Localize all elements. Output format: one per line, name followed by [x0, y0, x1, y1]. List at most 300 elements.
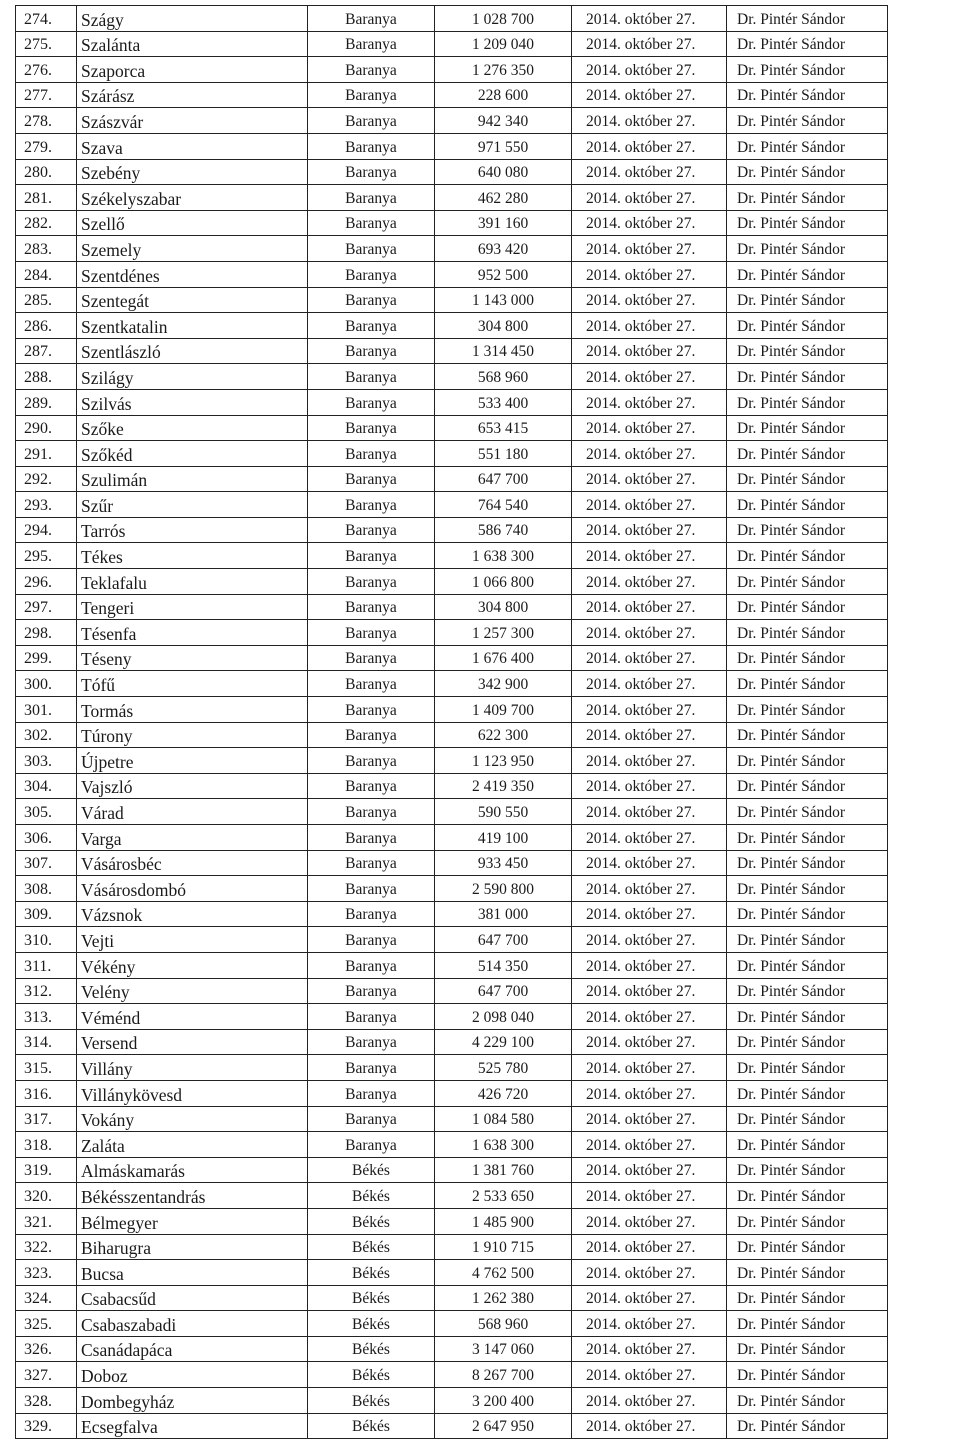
date-cell: 2014. október 27.: [572, 1183, 727, 1209]
county-cell: Baranya: [308, 825, 435, 851]
table-row: [16, 133, 888, 159]
amount-cell: 4 762 500: [435, 1260, 572, 1286]
table-row: [16, 492, 888, 518]
date-cell: 2014. október 27.: [572, 1157, 727, 1183]
settlement-name-cell: Várad: [77, 799, 308, 825]
date-cell: 2014. október 27.: [572, 1260, 727, 1286]
date-cell: 2014. október 27.: [572, 1080, 727, 1106]
row-number-cell: 313.: [16, 1004, 77, 1030]
row-number-cell: 329.: [16, 1413, 77, 1439]
row-number-cell: 299.: [16, 645, 77, 671]
row-number-cell: 327.: [16, 1362, 77, 1388]
table-row: [16, 1413, 888, 1439]
county-cell: Baranya: [308, 364, 435, 390]
date-cell: 2014. október 27.: [572, 1029, 727, 1055]
signatory-cell: Dr. Pintér Sándor: [727, 159, 888, 185]
date-cell: 2014. október 27.: [572, 82, 727, 108]
signatory-cell: Dr. Pintér Sándor: [727, 441, 888, 467]
settlement-name-cell: Szilágy: [77, 364, 308, 390]
amount-cell: 2 590 800: [435, 876, 572, 902]
table-row: [16, 1362, 888, 1388]
settlement-name-cell: Téseny: [77, 645, 308, 671]
amount-cell: 462 280: [435, 185, 572, 211]
settlement-name-cell: Teklafalu: [77, 569, 308, 595]
row-number-cell: 302.: [16, 722, 77, 748]
county-cell: Békés: [308, 1260, 435, 1286]
county-cell: Baranya: [308, 466, 435, 492]
date-cell: 2014. október 27.: [572, 1336, 727, 1362]
table-row: [16, 978, 888, 1004]
county-cell: Baranya: [308, 569, 435, 595]
settlement-name-cell: Szilvás: [77, 389, 308, 415]
amount-cell: 1 276 350: [435, 57, 572, 83]
county-cell: Békés: [308, 1362, 435, 1388]
row-number-cell: 275.: [16, 31, 77, 57]
amount-cell: 3 200 400: [435, 1388, 572, 1414]
county-cell: Baranya: [308, 415, 435, 441]
signatory-cell: Dr. Pintér Sándor: [727, 133, 888, 159]
row-number-cell: 283.: [16, 236, 77, 262]
table-row: [16, 82, 888, 108]
signatory-cell: Dr. Pintér Sándor: [727, 850, 888, 876]
signatory-cell: Dr. Pintér Sándor: [727, 466, 888, 492]
amount-cell: 653 415: [435, 415, 572, 441]
settlement-name-cell: Tarrós: [77, 517, 308, 543]
table-row: [16, 389, 888, 415]
amount-cell: 586 740: [435, 517, 572, 543]
county-cell: Baranya: [308, 748, 435, 774]
amount-cell: 2 533 650: [435, 1183, 572, 1209]
settlement-name-cell: Szászvár: [77, 108, 308, 134]
amount-cell: 647 700: [435, 978, 572, 1004]
settlement-name-cell: Szágy: [77, 6, 308, 32]
row-number-cell: 308.: [16, 876, 77, 902]
county-cell: Baranya: [308, 1029, 435, 1055]
county-cell: Békés: [308, 1285, 435, 1311]
row-number-cell: 324.: [16, 1285, 77, 1311]
amount-cell: 3 147 060: [435, 1336, 572, 1362]
signatory-cell: Dr. Pintér Sándor: [727, 210, 888, 236]
table-row: [16, 1285, 888, 1311]
date-cell: 2014. október 27.: [572, 773, 727, 799]
county-cell: Baranya: [308, 159, 435, 185]
table-row: [16, 748, 888, 774]
date-cell: 2014. október 27.: [572, 185, 727, 211]
date-cell: 2014. október 27.: [572, 159, 727, 185]
county-cell: Békés: [308, 1208, 435, 1234]
settlement-name-cell: Biharugra: [77, 1234, 308, 1260]
signatory-cell: Dr. Pintér Sándor: [727, 1208, 888, 1234]
amount-cell: 304 800: [435, 313, 572, 339]
county-cell: Baranya: [308, 1055, 435, 1081]
settlement-name-cell: Velény: [77, 978, 308, 1004]
row-number-cell: 279.: [16, 133, 77, 159]
date-cell: 2014. október 27.: [572, 671, 727, 697]
amount-cell: 228 600: [435, 82, 572, 108]
amount-cell: 1 262 380: [435, 1285, 572, 1311]
settlement-name-cell: Tengeri: [77, 594, 308, 620]
signatory-cell: Dr. Pintér Sándor: [727, 901, 888, 927]
date-cell: 2014. október 27.: [572, 6, 727, 32]
settlement-name-cell: Vokány: [77, 1106, 308, 1132]
settlement-name-cell: Csabaszabadi: [77, 1311, 308, 1337]
date-cell: 2014. október 27.: [572, 569, 727, 595]
date-cell: 2014. október 27.: [572, 722, 727, 748]
row-number-cell: 293.: [16, 492, 77, 518]
table-row: [16, 1004, 888, 1030]
row-number-cell: 287.: [16, 338, 77, 364]
settlement-name-cell: Versend: [77, 1029, 308, 1055]
settlement-name-cell: Vékény: [77, 952, 308, 978]
amount-cell: 1 910 715: [435, 1234, 572, 1260]
amount-cell: 1 123 950: [435, 748, 572, 774]
signatory-cell: Dr. Pintér Sándor: [727, 287, 888, 313]
row-number-cell: 319.: [16, 1157, 77, 1183]
county-cell: Baranya: [308, 799, 435, 825]
signatory-cell: Dr. Pintér Sándor: [727, 492, 888, 518]
table-row: [16, 1260, 888, 1286]
amount-cell: 2 098 040: [435, 1004, 572, 1030]
row-number-cell: 284.: [16, 261, 77, 287]
table-row: [16, 645, 888, 671]
settlement-name-cell: Tékes: [77, 543, 308, 569]
signatory-cell: Dr. Pintér Sándor: [727, 1183, 888, 1209]
table-row: [16, 1029, 888, 1055]
table-row: [16, 159, 888, 185]
settlement-name-cell: Szellő: [77, 210, 308, 236]
signatory-cell: Dr. Pintér Sándor: [727, 645, 888, 671]
table-row: [16, 1080, 888, 1106]
settlement-name-cell: Szőke: [77, 415, 308, 441]
county-cell: Baranya: [308, 133, 435, 159]
county-cell: Baranya: [308, 645, 435, 671]
signatory-cell: Dr. Pintér Sándor: [727, 82, 888, 108]
signatory-cell: Dr. Pintér Sándor: [727, 1132, 888, 1158]
row-number-cell: 310.: [16, 927, 77, 953]
county-cell: Békés: [308, 1336, 435, 1362]
county-cell: Baranya: [308, 185, 435, 211]
county-cell: Baranya: [308, 978, 435, 1004]
date-cell: 2014. október 27.: [572, 313, 727, 339]
signatory-cell: Dr. Pintér Sándor: [727, 927, 888, 953]
amount-cell: 551 180: [435, 441, 572, 467]
row-number-cell: 307.: [16, 850, 77, 876]
county-cell: Baranya: [308, 620, 435, 646]
county-cell: Baranya: [308, 876, 435, 902]
table-row: [16, 901, 888, 927]
row-number-cell: 288.: [16, 364, 77, 390]
county-cell: Baranya: [308, 1132, 435, 1158]
date-cell: 2014. október 27.: [572, 876, 727, 902]
table-row: [16, 57, 888, 83]
settlement-name-cell: Túrony: [77, 722, 308, 748]
amount-cell: 1 209 040: [435, 31, 572, 57]
date-cell: 2014. október 27.: [572, 57, 727, 83]
signatory-cell: Dr. Pintér Sándor: [727, 1080, 888, 1106]
county-cell: Baranya: [308, 722, 435, 748]
row-number-cell: 301.: [16, 697, 77, 723]
county-cell: Baranya: [308, 389, 435, 415]
row-number-cell: 323.: [16, 1260, 77, 1286]
amount-cell: 640 080: [435, 159, 572, 185]
row-number-cell: 314.: [16, 1029, 77, 1055]
table-row: [16, 185, 888, 211]
row-number-cell: 298.: [16, 620, 77, 646]
table-row: [16, 722, 888, 748]
row-number-cell: 292.: [16, 466, 77, 492]
county-cell: Baranya: [308, 671, 435, 697]
row-number-cell: 309.: [16, 901, 77, 927]
county-cell: Békés: [308, 1388, 435, 1414]
settlement-name-cell: Szűr: [77, 492, 308, 518]
settlement-name-cell: Szentkatalin: [77, 313, 308, 339]
table-row: [16, 108, 888, 134]
amount-cell: 525 780: [435, 1055, 572, 1081]
amount-cell: 4 229 100: [435, 1029, 572, 1055]
signatory-cell: Dr. Pintér Sándor: [727, 1055, 888, 1081]
signatory-cell: Dr. Pintér Sándor: [727, 389, 888, 415]
table-body: [16, 6, 888, 1439]
amount-cell: 952 500: [435, 261, 572, 287]
signatory-cell: Dr. Pintér Sándor: [727, 1234, 888, 1260]
signatory-cell: Dr. Pintér Sándor: [727, 1362, 888, 1388]
settlement-name-cell: Véménd: [77, 1004, 308, 1030]
date-cell: 2014. október 27.: [572, 236, 727, 262]
settlement-name-cell: Szemely: [77, 236, 308, 262]
row-number-cell: 317.: [16, 1106, 77, 1132]
county-cell: Baranya: [308, 261, 435, 287]
date-cell: 2014. október 27.: [572, 108, 727, 134]
amount-cell: 304 800: [435, 594, 572, 620]
signatory-cell: Dr. Pintér Sándor: [727, 185, 888, 211]
date-cell: 2014. október 27.: [572, 287, 727, 313]
settlement-name-cell: Vejti: [77, 927, 308, 953]
amount-cell: 1 638 300: [435, 543, 572, 569]
date-cell: 2014. október 27.: [572, 1413, 727, 1439]
date-cell: 2014. október 27.: [572, 492, 727, 518]
table-row: [16, 1055, 888, 1081]
row-number-cell: 277.: [16, 82, 77, 108]
county-cell: Békés: [308, 1311, 435, 1337]
table-row: [16, 1234, 888, 1260]
date-cell: 2014. október 27.: [572, 338, 727, 364]
amount-cell: 533 400: [435, 389, 572, 415]
amount-cell: 2 647 950: [435, 1413, 572, 1439]
amount-cell: 1 028 700: [435, 6, 572, 32]
amount-cell: 2 419 350: [435, 773, 572, 799]
date-cell: 2014. október 27.: [572, 1388, 727, 1414]
settlement-name-cell: Szalánta: [77, 31, 308, 57]
table-row: [16, 415, 888, 441]
signatory-cell: Dr. Pintér Sándor: [727, 364, 888, 390]
amount-cell: 764 540: [435, 492, 572, 518]
county-cell: Békés: [308, 1157, 435, 1183]
signatory-cell: Dr. Pintér Sándor: [727, 978, 888, 1004]
settlement-name-cell: Vásárosdombó: [77, 876, 308, 902]
date-cell: 2014. október 27.: [572, 1106, 727, 1132]
table-row: [16, 517, 888, 543]
settlement-name-cell: Ecsegfalva: [77, 1413, 308, 1439]
signatory-cell: Dr. Pintér Sándor: [727, 1413, 888, 1439]
signatory-cell: Dr. Pintér Sándor: [727, 543, 888, 569]
date-cell: 2014. október 27.: [572, 1311, 727, 1337]
settlement-name-cell: Békésszentandrás: [77, 1183, 308, 1209]
table-row: [16, 6, 888, 32]
amount-cell: 514 350: [435, 952, 572, 978]
date-cell: 2014. október 27.: [572, 748, 727, 774]
county-cell: Baranya: [308, 338, 435, 364]
date-cell: 2014. október 27.: [572, 594, 727, 620]
row-number-cell: 276.: [16, 57, 77, 83]
date-cell: 2014. október 27.: [572, 261, 727, 287]
row-number-cell: 290.: [16, 415, 77, 441]
row-number-cell: 321.: [16, 1208, 77, 1234]
amount-cell: 942 340: [435, 108, 572, 134]
date-cell: 2014. október 27.: [572, 825, 727, 851]
amount-cell: 1 066 800: [435, 569, 572, 595]
amount-cell: 1 381 760: [435, 1157, 572, 1183]
signatory-cell: Dr. Pintér Sándor: [727, 1388, 888, 1414]
table-row: [16, 594, 888, 620]
amount-cell: 391 160: [435, 210, 572, 236]
date-cell: 2014. október 27.: [572, 1132, 727, 1158]
signatory-cell: Dr. Pintér Sándor: [727, 415, 888, 441]
signatory-cell: Dr. Pintér Sándor: [727, 313, 888, 339]
signatory-cell: Dr. Pintér Sándor: [727, 517, 888, 543]
row-number-cell: 289.: [16, 389, 77, 415]
signatory-cell: Dr. Pintér Sándor: [727, 338, 888, 364]
table-row: [16, 876, 888, 902]
signatory-cell: Dr. Pintér Sándor: [727, 236, 888, 262]
county-cell: Baranya: [308, 517, 435, 543]
table-row: [16, 210, 888, 236]
amount-cell: 419 100: [435, 825, 572, 851]
settlement-name-cell: Szentdénes: [77, 261, 308, 287]
signatory-cell: Dr. Pintér Sándor: [727, 1029, 888, 1055]
county-cell: Baranya: [308, 1080, 435, 1106]
settlement-name-cell: Csanádapáca: [77, 1336, 308, 1362]
row-number-cell: 291.: [16, 441, 77, 467]
county-cell: Baranya: [308, 287, 435, 313]
table-row: [16, 1157, 888, 1183]
amount-cell: 1 485 900: [435, 1208, 572, 1234]
amount-cell: 1 676 400: [435, 645, 572, 671]
signatory-cell: Dr. Pintér Sándor: [727, 261, 888, 287]
settlement-name-cell: Szentlászló: [77, 338, 308, 364]
settlement-name-cell: Tormás: [77, 697, 308, 723]
row-number-cell: 320.: [16, 1183, 77, 1209]
table-row: [16, 1132, 888, 1158]
row-number-cell: 278.: [16, 108, 77, 134]
amount-cell: 622 300: [435, 722, 572, 748]
settlement-name-cell: Vázsnok: [77, 901, 308, 927]
amount-cell: 426 720: [435, 1080, 572, 1106]
settlement-name-cell: Vásárosbéc: [77, 850, 308, 876]
settlement-name-cell: Almáskamarás: [77, 1157, 308, 1183]
amount-cell: 971 550: [435, 133, 572, 159]
table-row: [16, 1183, 888, 1209]
row-number-cell: 326.: [16, 1336, 77, 1362]
county-cell: Baranya: [308, 57, 435, 83]
signatory-cell: Dr. Pintér Sándor: [727, 825, 888, 851]
county-cell: Baranya: [308, 441, 435, 467]
county-cell: Baranya: [308, 6, 435, 32]
settlement-name-cell: Tófű: [77, 671, 308, 697]
county-cell: Békés: [308, 1183, 435, 1209]
signatory-cell: Dr. Pintér Sándor: [727, 799, 888, 825]
amount-cell: 342 900: [435, 671, 572, 697]
settlement-name-cell: Bucsa: [77, 1260, 308, 1286]
row-number-cell: 318.: [16, 1132, 77, 1158]
signatory-cell: Dr. Pintér Sándor: [727, 876, 888, 902]
table-row: [16, 697, 888, 723]
date-cell: 2014. október 27.: [572, 1208, 727, 1234]
date-cell: 2014. október 27.: [572, 799, 727, 825]
amount-cell: 590 550: [435, 799, 572, 825]
signatory-cell: Dr. Pintér Sándor: [727, 671, 888, 697]
row-number-cell: 315.: [16, 1055, 77, 1081]
settlement-name-cell: Villány: [77, 1055, 308, 1081]
date-cell: 2014. október 27.: [572, 389, 727, 415]
amount-cell: 1 314 450: [435, 338, 572, 364]
amount-cell: 1 257 300: [435, 620, 572, 646]
row-number-cell: 282.: [16, 210, 77, 236]
amount-cell: 1 084 580: [435, 1106, 572, 1132]
table-row: [16, 825, 888, 851]
table-row: [16, 236, 888, 262]
county-cell: Békés: [308, 1234, 435, 1260]
date-cell: 2014. október 27.: [572, 620, 727, 646]
signatory-cell: Dr. Pintér Sándor: [727, 594, 888, 620]
date-cell: 2014. október 27.: [572, 441, 727, 467]
settlement-name-cell: Csabacsűd: [77, 1285, 308, 1311]
row-number-cell: 286.: [16, 313, 77, 339]
table-row: [16, 799, 888, 825]
settlement-name-cell: Bélmegyer: [77, 1208, 308, 1234]
amount-cell: 8 267 700: [435, 1362, 572, 1388]
row-number-cell: 311.: [16, 952, 77, 978]
date-cell: 2014. október 27.: [572, 415, 727, 441]
row-number-cell: 281.: [16, 185, 77, 211]
county-cell: Baranya: [308, 901, 435, 927]
signatory-cell: Dr. Pintér Sándor: [727, 773, 888, 799]
row-number-cell: 312.: [16, 978, 77, 1004]
settlement-table: [15, 5, 888, 1439]
county-cell: Baranya: [308, 210, 435, 236]
row-number-cell: 328.: [16, 1388, 77, 1414]
table-row: [16, 31, 888, 57]
county-cell: Baranya: [308, 697, 435, 723]
signatory-cell: Dr. Pintér Sándor: [727, 108, 888, 134]
table-row: [16, 1336, 888, 1362]
amount-cell: 1 409 700: [435, 697, 572, 723]
signatory-cell: Dr. Pintér Sándor: [727, 569, 888, 595]
row-number-cell: 280.: [16, 159, 77, 185]
date-cell: 2014. október 27.: [572, 364, 727, 390]
row-number-cell: 325.: [16, 1311, 77, 1337]
signatory-cell: Dr. Pintér Sándor: [727, 620, 888, 646]
county-cell: Baranya: [308, 31, 435, 57]
settlement-name-cell: Szulimán: [77, 466, 308, 492]
table-row: [16, 364, 888, 390]
date-cell: 2014. október 27.: [572, 517, 727, 543]
amount-cell: 933 450: [435, 850, 572, 876]
row-number-cell: 297.: [16, 594, 77, 620]
signatory-cell: Dr. Pintér Sándor: [727, 57, 888, 83]
signatory-cell: Dr. Pintér Sándor: [727, 952, 888, 978]
county-cell: Baranya: [308, 82, 435, 108]
row-number-cell: 304.: [16, 773, 77, 799]
